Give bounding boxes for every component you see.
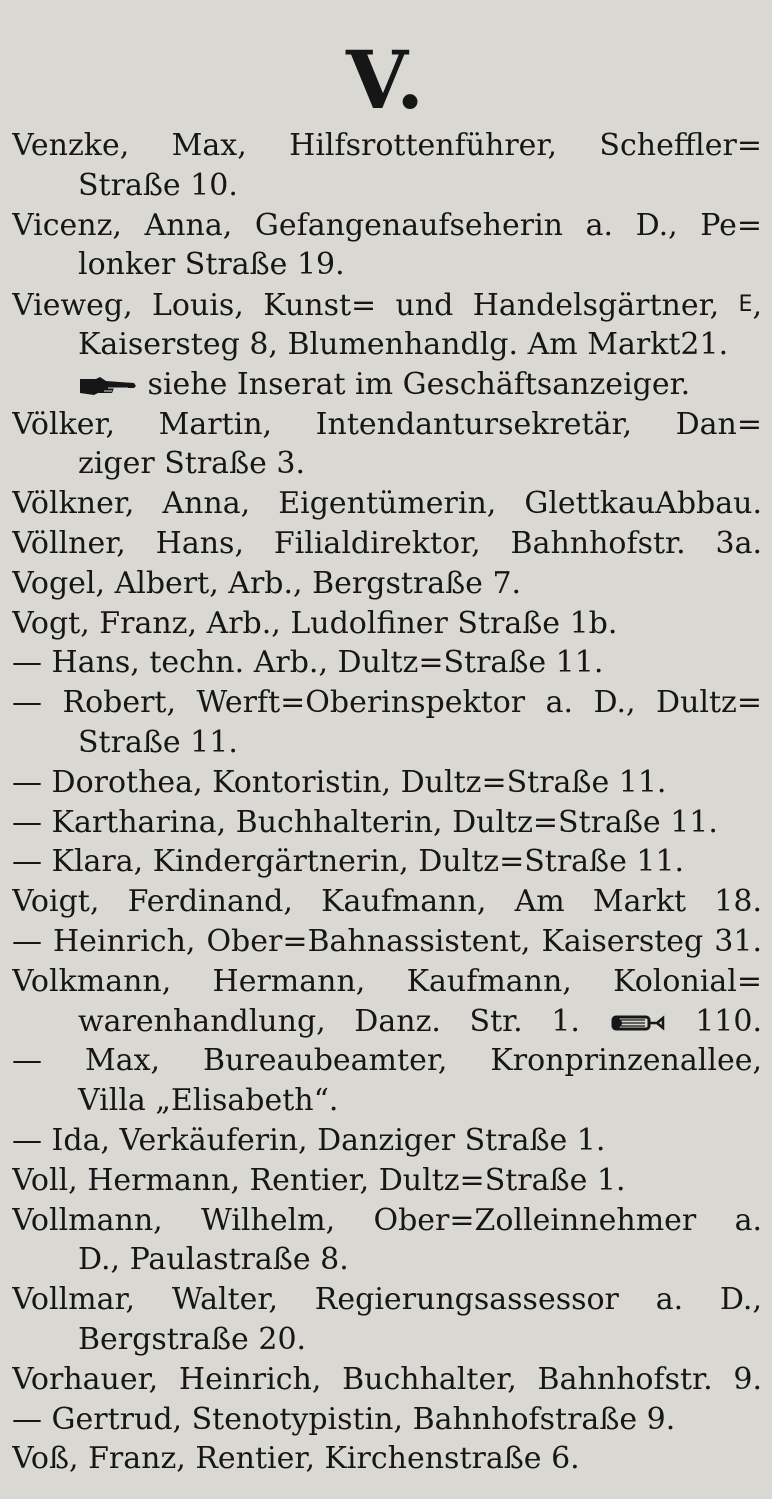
entry-line: — Hans, techn. Arb., Dultz=Straße 11. — [12, 645, 604, 681]
entry-line: Venzke, Max, Hilfsrottenführer, Scheffler= — [12, 128, 762, 163]
list-item — [12, 604, 762, 644]
entry-line: — Heinrich, Ober=Bahnassistent, Kaisersteg 31. — [12, 923, 762, 959]
entry-line: — Max, Bureaubeamter, Kronprinzenallee, — [12, 1043, 762, 1079]
list-item — [12, 524, 762, 564]
entry-line: — Gertrud, Stenotypistin, Bahnhofstraße 9. — [12, 1401, 676, 1437]
entry-line: Voll, Hermann, Rentier, Dultz=Straße 1. — [12, 1162, 626, 1198]
entry-line: Straße 10. — [78, 167, 238, 203]
list-item — [12, 1201, 762, 1281]
entry-list — [12, 126, 762, 1479]
entry-line: Bergstraße 20. — [78, 1321, 307, 1357]
entry-line: Straße 11. — [78, 724, 238, 760]
list-item — [12, 484, 762, 524]
list-item — [12, 842, 762, 882]
entry-line: Volkmann, Hermann, Kaufmann, Kolonial= — [12, 963, 762, 999]
phone-number: 110. — [695, 1003, 762, 1039]
entry-text: Vieweg, Louis, Kunst= und Handelsgärtner, — [12, 288, 720, 324]
list-item — [12, 962, 762, 1042]
entry-line: Vieweg, Louis, Kunst= und Handelsgärtner, E, — [12, 288, 762, 324]
entry-line: — Dorothea, Kontoristin, Dultz=Straße 11. — [12, 764, 667, 800]
list-item — [12, 803, 762, 843]
entry-line — [12, 365, 762, 405]
entry-line: — Klara, Kindergärtnerin, Dultz=Straße 11. — [12, 844, 685, 880]
list-item — [12, 564, 762, 604]
list-item — [12, 1360, 762, 1400]
entry-line: Völlner, Hans, Filialdirektor, Bahnhofstr. 3a. — [12, 525, 762, 561]
list-item — [12, 1161, 762, 1201]
entry-line: — Kartharina, Buchhalterin, Dultz=Straße 11. — [12, 804, 718, 840]
entry-text: warenhandlung, Danz. Str. 1. — [78, 1003, 580, 1039]
list-item — [12, 126, 762, 206]
list-item — [12, 922, 762, 962]
entry-line: Voß, Franz, Rentier, Kirchenstraße 6. — [12, 1441, 580, 1477]
entry-line: Vollmar, Walter, Regierungsassessor a. D., — [12, 1282, 762, 1318]
entry-line: ziger Straße 3. — [78, 446, 306, 482]
list-item — [12, 882, 762, 922]
list-item — [12, 1041, 762, 1121]
list-item — [12, 1280, 762, 1360]
entry-line: Vorhauer, Heinrich, Buchhalter, Bahnhofstr. 9. — [12, 1361, 762, 1397]
pointing-hand-icon — [78, 375, 138, 397]
entry-line: Völker, Martin, Intendantursekretär, Dan= — [12, 406, 762, 442]
entry-line: Vollmann, Wilhelm, Ober=Zolleinnehmer a. — [12, 1202, 762, 1238]
entry-line: Villa „Elisabeth“. — [78, 1083, 339, 1119]
entry-line: Vogt, Franz, Arb., Ludolfiner Straße 1b. — [12, 605, 618, 641]
list-item — [12, 683, 762, 763]
entry-line: — Ida, Verkäuferin, Danziger Straße 1. — [12, 1122, 606, 1158]
telephone-icon — [609, 1011, 667, 1035]
entry-line: D., Paulastraße 8. — [78, 1242, 349, 1278]
list-item — [12, 285, 762, 404]
entry-line — [12, 1002, 762, 1042]
list-item — [12, 206, 762, 286]
entry-line: — Robert, Werft=Oberinspektor a. D., Dultz= — [12, 685, 762, 721]
list-item — [12, 405, 762, 485]
e-marker: E — [738, 292, 753, 318]
list-item — [12, 1121, 762, 1161]
entry-line: Kaisersteg 8, Blumenhandlg. Am Markt21. — [78, 326, 729, 362]
entry-line: Vicenz, Anna, Gefangenaufseherin a. D., Pe= — [12, 207, 762, 243]
list-item — [12, 763, 762, 803]
entry-text: siehe Inserat im Geschäftsanzeiger. — [147, 366, 691, 402]
entry-line: lonker Straße 19. — [78, 247, 345, 283]
section-letter: V. — [346, 33, 426, 127]
list-item — [12, 1439, 762, 1479]
entry-line: Voigt, Ferdinand, Kaufmann, Am Markt 18. — [12, 884, 762, 920]
entry-line: Völkner, Anna, Eigentümerin, GlettkauAbbau. — [12, 486, 762, 522]
entry-line: Vogel, Albert, Arb., Bergstraße 7. — [12, 565, 522, 601]
list-item — [12, 643, 762, 683]
list-item — [12, 1400, 762, 1440]
